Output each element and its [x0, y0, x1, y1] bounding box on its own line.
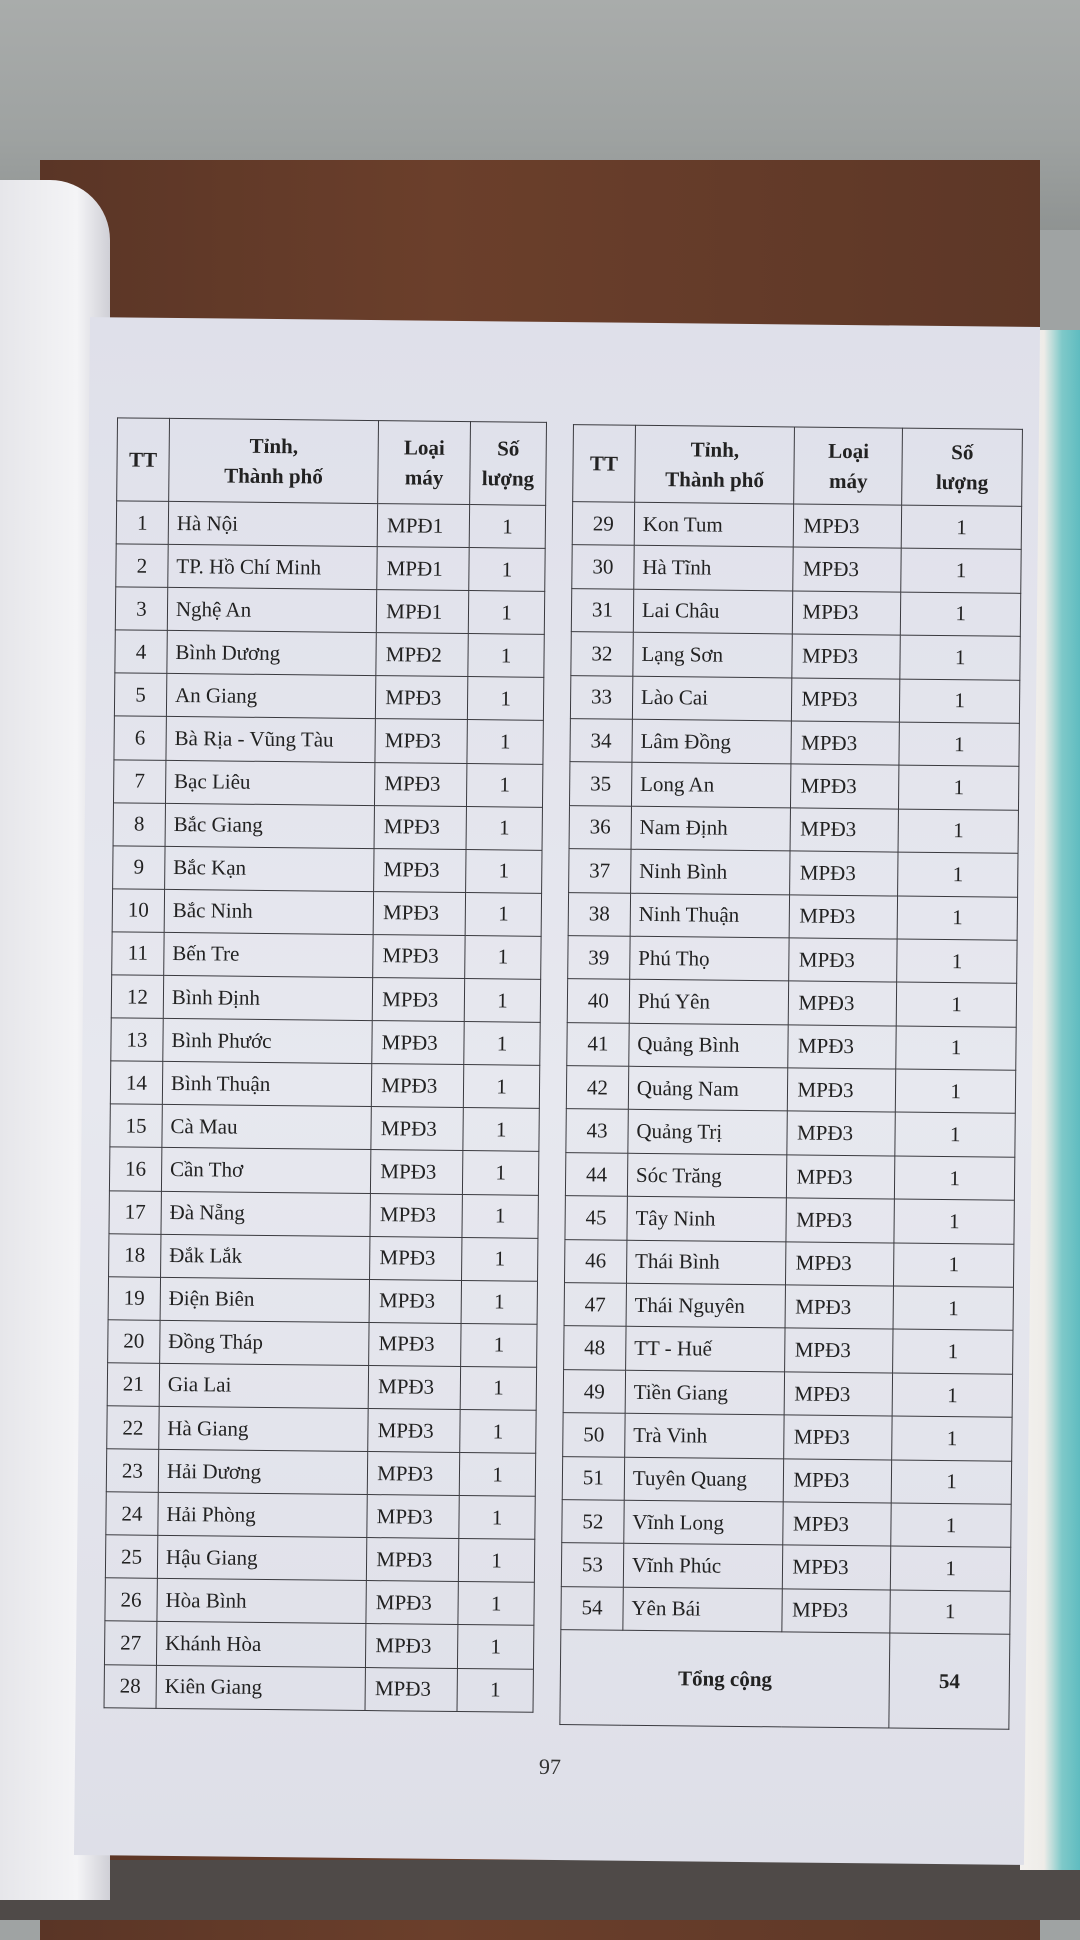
cell-machine-type: MPĐ3	[376, 676, 468, 720]
cell-province: Gia Lai	[159, 1363, 369, 1408]
header-quantity: Số lượng	[902, 428, 1023, 506]
cell-machine-type: MPĐ3	[793, 547, 901, 592]
cell-province: Đà Nẵng	[161, 1191, 371, 1236]
cell-province: Hà Nội	[168, 501, 378, 546]
cell-quantity: 1	[896, 1069, 1016, 1114]
cell-quantity: 1	[466, 849, 542, 893]
cell-tt: 8	[113, 802, 165, 846]
cell-quantity: 1	[467, 720, 543, 764]
table-row	[111, 975, 540, 1023]
header-tt: TT	[573, 425, 636, 503]
header-quantity: Số lượng	[470, 422, 547, 506]
cell-machine-type: MPĐ3	[792, 678, 900, 723]
cell-tt: 48	[564, 1326, 626, 1370]
cell-province: Bạc Liêu	[165, 760, 375, 805]
cell-quantity: 1	[893, 1286, 1013, 1331]
cell-tt: 4	[115, 630, 167, 674]
cell-machine-type: MPĐ3	[373, 891, 465, 935]
cell-province: Thái Bình	[626, 1240, 786, 1285]
header-machine-type: Loại máy	[794, 427, 903, 505]
cell-province: Nam Định	[631, 806, 791, 851]
cell-tt: 20	[108, 1320, 160, 1364]
table-row	[106, 1449, 535, 1497]
cell-quantity: 1	[892, 1373, 1012, 1418]
table-row	[563, 1369, 1012, 1417]
cell-tt: 40	[567, 979, 629, 1023]
cell-province: Hà Tĩnh	[634, 546, 794, 591]
table-row	[563, 1413, 1012, 1461]
cell-province: Lào Cai	[632, 676, 792, 721]
table-row	[564, 1283, 1013, 1331]
cell-machine-type: MPĐ3	[784, 1458, 892, 1503]
table-row	[108, 1320, 537, 1368]
table-row	[571, 588, 1020, 636]
background-floor	[0, 1860, 1080, 1920]
cell-province: Cần Thơ	[161, 1148, 371, 1193]
cell-province: Phú Thọ	[630, 936, 790, 981]
cell-tt: 1	[116, 501, 168, 545]
table-row	[562, 1500, 1011, 1548]
cell-machine-type: MPĐ3	[793, 591, 901, 636]
header-tt: TT	[117, 418, 170, 502]
cell-province: Vĩnh Phúc	[623, 1544, 783, 1589]
cell-machine-type: MPĐ3	[371, 1107, 463, 1151]
cell-machine-type: MPĐ3	[783, 1545, 891, 1590]
cell-quantity: 1	[900, 679, 1020, 724]
cell-machine-type: MPĐ3	[786, 1242, 894, 1287]
cell-province: An Giang	[166, 674, 376, 719]
table-row	[105, 1578, 534, 1626]
cell-quantity: 1	[891, 1460, 1011, 1505]
cell-machine-type: MPĐ3	[367, 1538, 459, 1582]
cell-province: Phú Yên	[629, 980, 789, 1025]
cell-province: Quảng Nam	[628, 1066, 788, 1111]
cell-province: Hậu Giang	[157, 1536, 367, 1581]
cell-quantity: 1	[895, 1156, 1015, 1201]
table-row	[104, 1664, 533, 1712]
table-row	[109, 1233, 538, 1281]
cell-tt: 23	[106, 1449, 158, 1493]
cell-quantity: 1	[896, 1026, 1016, 1071]
cell-quantity: 1	[899, 765, 1019, 810]
table-row	[561, 1543, 1010, 1591]
cell-machine-type: MPĐ3	[782, 1589, 890, 1634]
cell-province: Ninh Thuận	[630, 893, 790, 938]
cell-quantity: 1	[897, 939, 1017, 984]
province-table-right	[559, 424, 1023, 1730]
cell-tt: 13	[111, 1018, 163, 1062]
cell-tt: 14	[110, 1061, 162, 1105]
cell-tt: 33	[570, 675, 632, 719]
cell-tt: 50	[563, 1413, 625, 1457]
cell-machine-type: MPĐ3	[792, 634, 900, 679]
cell-province: Tuyên Quang	[624, 1457, 784, 1502]
cell-province: Bình Phước	[163, 1018, 373, 1063]
cell-tt: 26	[105, 1578, 157, 1622]
cell-quantity: 1	[891, 1546, 1011, 1591]
cell-tt: 2	[116, 544, 168, 588]
table-row	[110, 1104, 539, 1152]
cell-machine-type: MPĐ3	[790, 894, 898, 939]
cell-tt: 12	[111, 975, 163, 1019]
cell-province: Lâm Đồng	[632, 719, 792, 764]
header-machine-type: Loại máy	[378, 421, 471, 505]
cell-province: Bắc Ninh	[164, 889, 374, 934]
cell-tt: 31	[571, 588, 633, 632]
table-row	[107, 1363, 536, 1411]
cell-quantity: 1	[467, 763, 543, 807]
cell-quantity: 1	[462, 1194, 538, 1238]
cell-quantity: 1	[892, 1416, 1012, 1461]
cell-quantity: 1	[465, 935, 541, 979]
cell-quantity: 1	[901, 592, 1021, 637]
cell-quantity: 1	[461, 1280, 537, 1324]
cell-quantity: 1	[464, 1022, 540, 1066]
cell-machine-type: MPĐ3	[788, 1068, 896, 1113]
cell-machine-type: MPĐ3	[794, 504, 902, 549]
cell-province: Hải Dương	[158, 1449, 368, 1494]
cell-quantity: 1	[462, 1237, 538, 1281]
cell-machine-type: MPĐ3	[784, 1415, 892, 1460]
cell-machine-type: MPĐ3	[369, 1322, 461, 1366]
table-row	[566, 1109, 1015, 1157]
cell-tt: 9	[113, 846, 165, 890]
cell-tt: 22	[107, 1406, 159, 1450]
cell-tt: 53	[561, 1543, 623, 1587]
cell-machine-type: MPĐ3	[790, 808, 898, 853]
cell-machine-type: MPĐ3	[787, 1111, 895, 1156]
cell-machine-type: MPĐ3	[787, 1155, 895, 1200]
cell-tt: 6	[114, 716, 166, 760]
cell-machine-type: MPĐ3	[372, 1021, 464, 1065]
cell-province: Quảng Trị	[628, 1110, 788, 1155]
cell-province: Tiền Giang	[625, 1370, 785, 1415]
table-row	[109, 1147, 538, 1195]
cell-quantity: 1	[897, 896, 1017, 941]
cell-tt: 46	[564, 1239, 626, 1283]
cell-province: Vĩnh Long	[624, 1500, 784, 1545]
cell-province: Yên Bái	[623, 1587, 783, 1632]
table-row	[116, 544, 545, 592]
cell-machine-type: MPĐ3	[366, 1581, 458, 1625]
table-row	[564, 1326, 1013, 1374]
cell-machine-type: MPĐ3	[372, 1064, 464, 1108]
total-value: 54	[889, 1633, 1010, 1729]
cell-quantity: 1	[894, 1199, 1014, 1244]
table-header-row	[117, 418, 547, 505]
cell-tt: 21	[107, 1363, 159, 1407]
cell-province: Nghệ An	[167, 588, 377, 633]
cell-tt: 42	[566, 1066, 628, 1110]
cell-province: TP. Hồ Chí Minh	[168, 544, 378, 589]
province-table-left	[104, 417, 547, 1712]
cell-tt: 28	[104, 1664, 156, 1708]
cell-province: Hòa Bình	[157, 1579, 367, 1624]
cell-quantity: 1	[459, 1453, 535, 1497]
cell-machine-type: MPĐ3	[369, 1279, 461, 1323]
table-row	[569, 805, 1018, 853]
cell-quantity: 1	[893, 1329, 1013, 1374]
cell-quantity: 1	[458, 1625, 534, 1669]
cell-tt: 47	[564, 1283, 626, 1327]
cell-tt: 36	[569, 805, 631, 849]
total-row	[560, 1630, 1010, 1730]
cell-quantity: 1	[458, 1582, 534, 1626]
cell-tt: 17	[109, 1190, 161, 1234]
cell-machine-type: MPĐ3	[790, 851, 898, 896]
cell-machine-type: MPĐ3	[374, 848, 466, 892]
table-row	[562, 1456, 1011, 1504]
cell-quantity: 1	[458, 1539, 534, 1583]
cell-quantity: 1	[895, 1113, 1015, 1158]
cell-province: Bình Thuận	[162, 1062, 372, 1107]
cell-machine-type: MPĐ1	[377, 547, 469, 591]
cell-tt: 27	[104, 1621, 156, 1665]
table-row	[567, 979, 1016, 1027]
table-row	[116, 501, 545, 549]
cell-province: Bà Rịa - Vũng Tàu	[166, 717, 376, 762]
cell-quantity: 1	[901, 548, 1021, 593]
cell-quantity: 1	[894, 1243, 1014, 1288]
cell-quantity: 1	[465, 892, 541, 936]
cell-province: Ninh Bình	[630, 849, 790, 894]
table-row	[108, 1277, 537, 1325]
header-province: Tỉnh, Thành phố	[169, 418, 379, 503]
table-row	[565, 1152, 1014, 1200]
cell-quantity: 1	[463, 1065, 539, 1109]
cell-quantity: 1	[466, 806, 542, 850]
cell-province: Bắc Kạn	[164, 846, 374, 891]
table-row	[561, 1586, 1010, 1634]
table-row	[572, 502, 1021, 550]
cell-tt: 18	[109, 1233, 161, 1277]
table-row	[110, 1061, 539, 1109]
table-row	[568, 892, 1017, 940]
cell-tt: 43	[566, 1109, 628, 1153]
table-row	[113, 846, 542, 894]
cell-quantity: 1	[463, 1108, 539, 1152]
cell-machine-type: MPĐ3	[375, 762, 467, 806]
cell-province: Kiên Giang	[156, 1665, 366, 1710]
cell-quantity: 1	[898, 809, 1018, 854]
cell-province: Cà Mau	[162, 1105, 372, 1150]
cell-machine-type: MPĐ3	[367, 1495, 459, 1539]
table-row	[107, 1406, 536, 1454]
table-row	[569, 849, 1018, 897]
page-number: 97	[538, 1753, 562, 1780]
table-row	[114, 716, 543, 764]
table-row	[111, 1018, 540, 1066]
cell-tt: 45	[565, 1196, 627, 1240]
table-row	[106, 1492, 535, 1540]
cell-tt: 41	[567, 1022, 629, 1066]
document-page	[74, 317, 1040, 1865]
cell-tt: 16	[109, 1147, 161, 1191]
table-row	[565, 1196, 1014, 1244]
cell-province: Thái Nguyên	[626, 1283, 786, 1328]
cell-tt: 39	[568, 936, 630, 980]
cell-quantity: 1	[460, 1409, 536, 1453]
cell-quantity: 1	[891, 1503, 1011, 1548]
cell-machine-type: MPĐ3	[372, 978, 464, 1022]
cell-quantity: 1	[890, 1590, 1010, 1635]
cell-province: Tây Ninh	[627, 1196, 787, 1241]
table-row	[104, 1621, 533, 1669]
cell-machine-type: MPĐ3	[785, 1328, 893, 1373]
cell-machine-type: MPĐ3	[791, 721, 899, 766]
cell-machine-type: MPĐ1	[377, 504, 469, 548]
cell-machine-type: MPĐ3	[786, 1198, 894, 1243]
cell-province: Sóc Trăng	[627, 1153, 787, 1198]
cell-tt: 54	[561, 1586, 623, 1630]
cell-machine-type: MPĐ3	[785, 1285, 893, 1330]
cell-machine-type: MPĐ3	[375, 719, 467, 763]
cell-province: Đồng Tháp	[160, 1320, 370, 1365]
cell-tt: 29	[572, 502, 634, 546]
cell-machine-type: MPĐ3	[370, 1236, 462, 1280]
cell-province: Trà Vinh	[625, 1413, 785, 1458]
cell-quantity: 1	[467, 677, 543, 721]
cell-quantity: 1	[468, 634, 544, 678]
cell-machine-type: MPĐ3	[791, 764, 899, 809]
cell-machine-type: MPĐ3	[788, 1025, 896, 1070]
cell-tt: 3	[115, 587, 167, 631]
cell-quantity: 1	[457, 1668, 533, 1712]
cell-tt: 11	[112, 932, 164, 976]
cell-machine-type: MPĐ3	[789, 981, 897, 1026]
cell-machine-type: MPĐ3	[783, 1502, 891, 1547]
cell-tt: 35	[569, 762, 631, 806]
table-row	[570, 719, 1019, 767]
cell-province: Lạng Sơn	[633, 632, 793, 677]
cell-tt: 51	[562, 1456, 624, 1500]
cell-tt: 24	[106, 1492, 158, 1536]
cell-machine-type: MPĐ3	[365, 1667, 457, 1711]
table-row	[570, 675, 1019, 723]
cell-quantity: 1	[463, 1151, 539, 1195]
cell-province: Kon Tum	[634, 502, 794, 547]
cell-province: Lai Châu	[633, 589, 793, 634]
cell-province: TT - Huế	[625, 1327, 785, 1372]
cell-quantity: 1	[898, 852, 1018, 897]
table-row	[566, 1066, 1015, 1114]
table-row	[572, 545, 1021, 593]
table-row	[567, 1022, 1016, 1070]
cell-quantity: 1	[464, 979, 540, 1023]
cell-quantity: 1	[896, 982, 1016, 1027]
cell-province: Hải Phòng	[158, 1493, 368, 1538]
cell-province: Đắk Lắk	[160, 1234, 370, 1279]
cell-quantity: 1	[469, 548, 545, 592]
cell-machine-type: MPĐ3	[370, 1193, 462, 1237]
cell-tt: 7	[113, 759, 165, 803]
cell-machine-type: MPĐ3	[367, 1452, 459, 1496]
cell-tt: 37	[569, 849, 631, 893]
cell-quantity: 1	[900, 635, 1020, 680]
table-row	[112, 932, 541, 980]
cell-machine-type: MPĐ3	[373, 935, 465, 979]
cell-tt: 34	[570, 719, 632, 763]
cell-quantity: 1	[459, 1496, 535, 1540]
cell-machine-type: MPĐ3	[366, 1624, 458, 1668]
table-row	[105, 1535, 534, 1583]
cell-tt: 10	[112, 889, 164, 933]
cell-machine-type: MPĐ3	[371, 1150, 463, 1194]
cell-machine-type: MPĐ3	[368, 1365, 460, 1409]
table-row	[115, 630, 544, 678]
cell-machine-type: MPĐ3	[789, 938, 897, 983]
total-label: Tổng cộng	[560, 1630, 890, 1728]
table-row	[109, 1190, 538, 1238]
table-row	[569, 762, 1018, 810]
cell-machine-type: MPĐ2	[376, 633, 468, 677]
cell-tt: 25	[105, 1535, 157, 1579]
cell-tt: 19	[108, 1277, 160, 1321]
cell-tt: 32	[571, 632, 633, 676]
cell-province: Khánh Hòa	[156, 1622, 366, 1667]
cell-quantity: 1	[468, 591, 544, 635]
cell-tt: 5	[114, 673, 166, 717]
table-header-row	[573, 425, 1023, 507]
cell-tt: 49	[563, 1369, 625, 1413]
table-row	[114, 673, 543, 721]
table-row	[112, 889, 541, 937]
cell-tt: 15	[110, 1104, 162, 1148]
cell-province: Bình Định	[163, 975, 373, 1020]
cell-province: Bắc Giang	[165, 803, 375, 848]
table-row	[571, 632, 1020, 680]
table-row	[568, 936, 1017, 984]
cell-province: Bến Tre	[164, 932, 374, 977]
cell-quantity: 1	[901, 505, 1021, 550]
cell-province: Quảng Bình	[629, 1023, 789, 1068]
cell-machine-type: MPĐ3	[374, 805, 466, 849]
cell-tt: 38	[568, 892, 630, 936]
cell-quantity: 1	[460, 1366, 536, 1410]
table-row	[113, 759, 542, 807]
cell-province: Long An	[631, 763, 791, 808]
cell-machine-type: MPĐ1	[377, 590, 469, 634]
table-row	[564, 1239, 1013, 1287]
header-province: Tỉnh, Thành phố	[635, 425, 795, 504]
cell-quantity: 1	[469, 505, 545, 549]
cell-province: Hà Giang	[159, 1406, 369, 1451]
cell-machine-type: MPĐ3	[368, 1409, 460, 1453]
cell-machine-type: MPĐ3	[785, 1372, 893, 1417]
table-row	[113, 802, 542, 850]
cell-province: Bình Dương	[167, 631, 377, 676]
cell-tt: 30	[572, 545, 634, 589]
table-row	[115, 587, 544, 635]
cell-quantity: 1	[461, 1323, 537, 1367]
cell-tt: 52	[562, 1500, 624, 1544]
cell-tt: 44	[565, 1152, 627, 1196]
cell-province: Điện Biên	[160, 1277, 370, 1322]
cell-quantity: 1	[899, 722, 1019, 767]
